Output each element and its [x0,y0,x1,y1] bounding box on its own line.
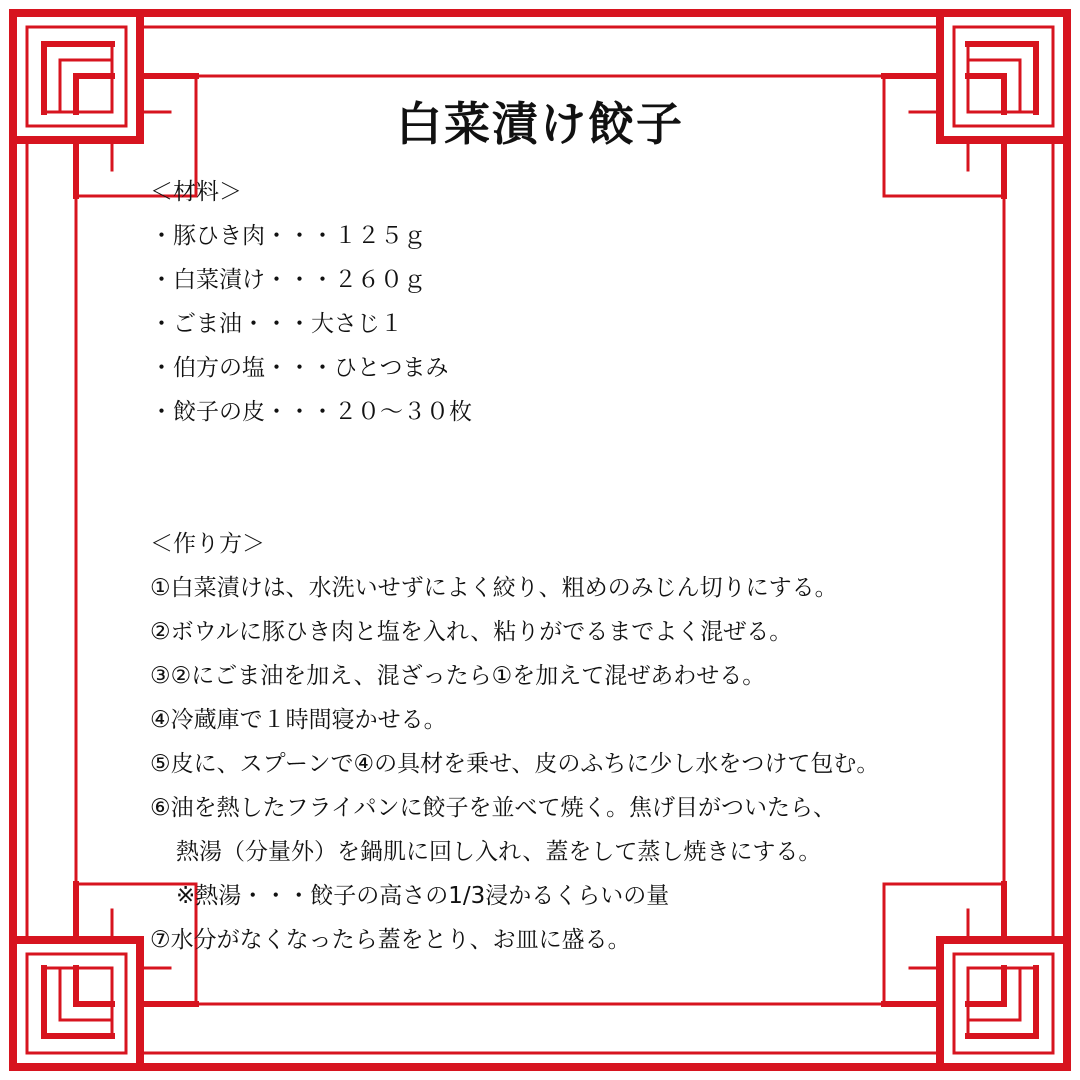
method-step: ③②にごま油を加え、混ざったら①を加えて混ぜあわせる。 [150,663,766,689]
section-spacer [150,434,950,522]
method-step: ④冷蔵庫で１時間寝かせる。 [150,707,447,733]
ingredient-item: ・餃子の皮・・・２０～３０枚 [150,399,472,425]
method-step: ①白菜漬けは、水洗いせずによく絞り、粗めのみじん切りにする。 [150,575,838,601]
ingredient-item: ・伯方の塩・・・ひとつまみ [150,355,449,381]
ingredients-header: ＜材料＞ [150,179,242,205]
ingredient-item: ・白菜漬け・・・２６０ｇ [150,267,426,293]
recipe-title: 白菜漬け餃子 [396,97,684,151]
method-step: ②ボウルに豚ひき肉と塩を入れ、粘りがでるまでよく混ぜる。 [150,619,793,645]
method-step-note: ※熱湯・・・餃子の高さの1/3浸かるくらいの量 [176,883,670,909]
method-header: ＜作り方＞ [150,531,265,557]
method-step: ⑥油を熱したフライパンに餃子を並べて焼く。焦げ目がついたら、 [150,795,837,821]
method-step-continuation: 熱湯（分量外）を鍋肌に回し入れ、蓋をして蒸し焼きにする。 [176,839,822,865]
ingredient-item: ・ごま油・・・大さじ１ [150,311,403,337]
method-step: ⑤皮に、スプーンで④の具材を乗せ、皮のふちに少し水をつけて包む。 [150,751,880,777]
recipe-body [150,170,950,962]
ingredient-item: ・豚ひき肉・・・１２５ｇ [150,223,426,249]
method-step: ⑦水分がなくなったら蓋をとり、お皿に盛る。 [150,927,631,953]
